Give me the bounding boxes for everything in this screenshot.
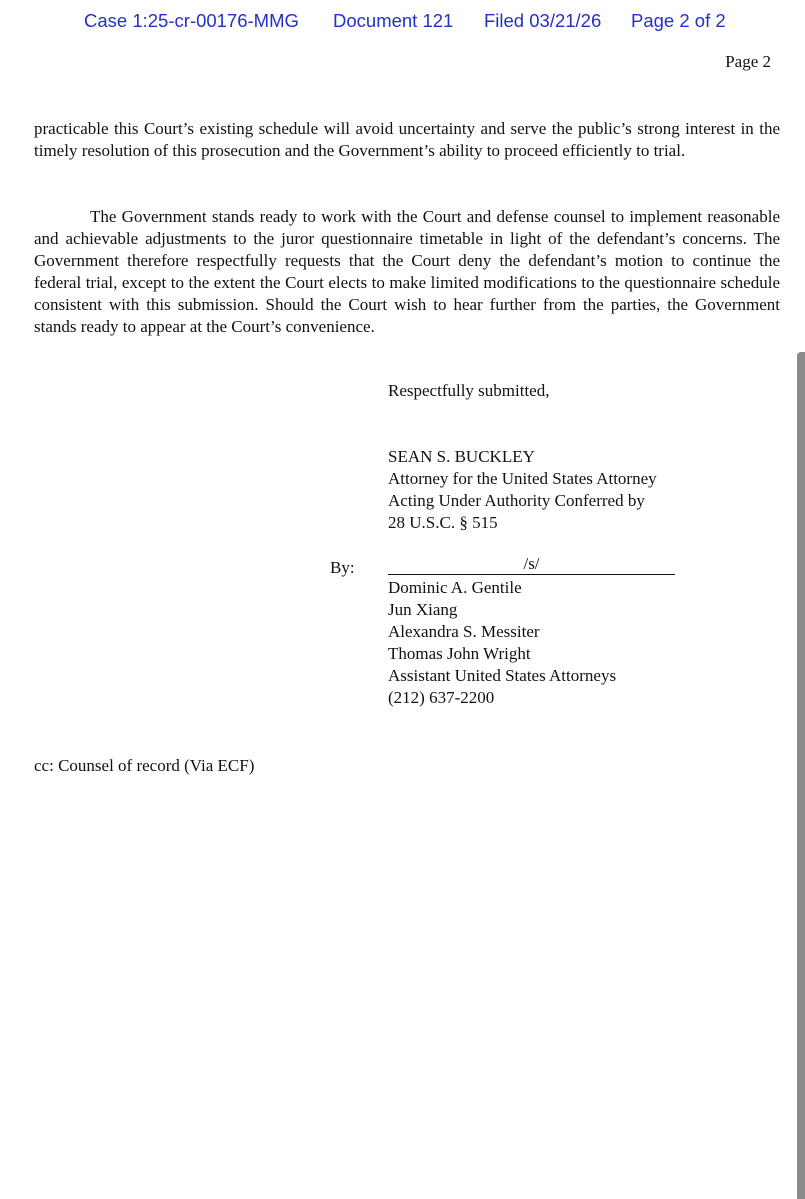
body-paragraph-2: The Government stands ready to work with the Court and defense counsel to implement reasonable and achievable adjustments to the juror questionnaire timetable in light of the defendant’s concerns. The Government therefore respectfully requests that the Court deny the defendant’s motion to continue the federal trial, except to the extent the Court elects to make limited modifications to the questionnaire schedule consistent with this submission. Should the Court wish to hear further from the parties, the Government stands ready to appear at the Court’s convenience. (34, 207, 780, 336)
phone-number: (212) 637-2200 (388, 688, 495, 707)
body-paragraph-1: practicable this Court’s existing schedule will avoid uncertainty and serve the public’s strong interest in the timely resolution of this prosecution and the Government’s ability to proceed efficiently to trial. (34, 119, 780, 160)
attorney-list (388, 577, 616, 709)
case-number: Case 1:25-cr-00176-MMG (84, 10, 299, 31)
signature-block (388, 446, 657, 534)
signer-name: SEAN S. BUCKLEY (388, 447, 535, 466)
signer-title-3: 28 U.S.C. § 515 (388, 513, 498, 532)
attorney-line: Jun Xiang (388, 600, 458, 619)
ecf-filing-header (0, 10, 805, 36)
attorney-line: Alexandra S. Messiter (388, 622, 540, 641)
vertical-scrollbar[interactable] (797, 352, 805, 1199)
cc-line: cc: Counsel of record (Via ECF) (34, 756, 255, 775)
page-number-label: Page 2 (725, 52, 771, 71)
document-number: Document 121 (333, 10, 454, 31)
attorney-line: Dominic A. Gentile (388, 578, 522, 597)
page-count: Page 2 of 2 (631, 10, 726, 31)
signer-title-2: Acting Under Authority Conferred by (388, 491, 645, 510)
closing-salutation: Respectfully submitted, (388, 381, 550, 400)
signer-title-1: Attorney for the United States Attorney (388, 469, 657, 488)
by-label: By: (330, 558, 355, 577)
signature-line: /s/ (388, 553, 675, 575)
filed-date: Filed 03/21/26 (484, 10, 602, 31)
attorney-line: Thomas John Wright (388, 644, 531, 663)
attorney-title: Assistant United States Attorneys (388, 666, 617, 685)
